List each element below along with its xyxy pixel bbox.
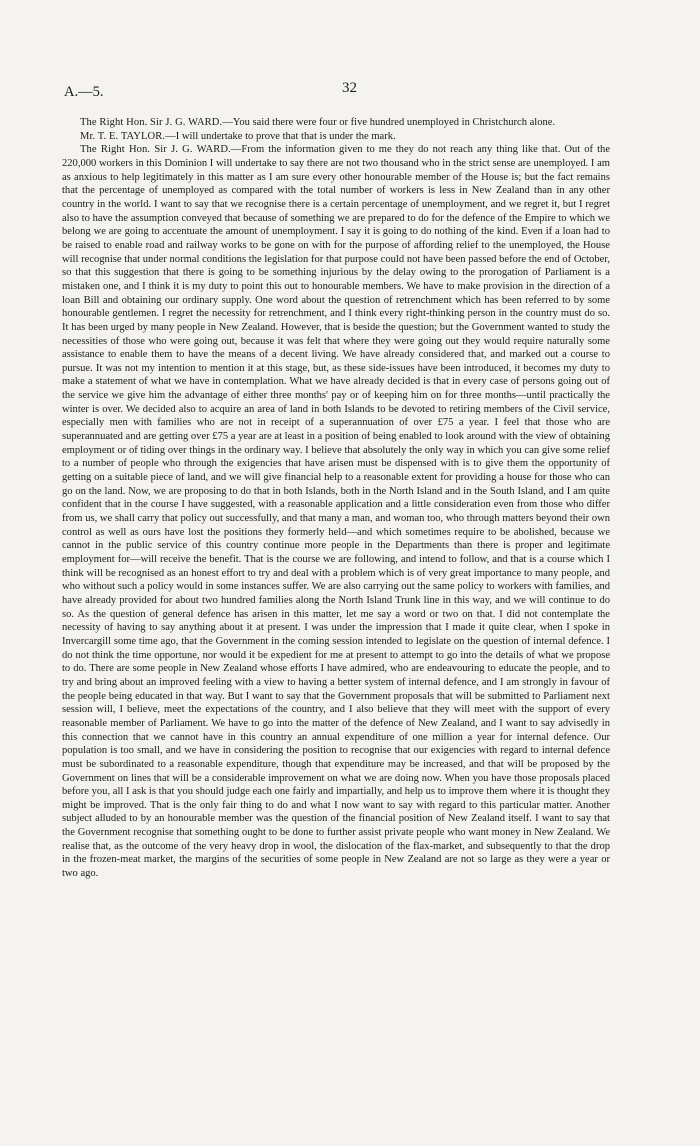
document-reference: A.—5.: [64, 84, 104, 100]
paragraph: [62, 130, 610, 144]
speaker-name: The Right Hon. Sir J. G. WARD.: [80, 117, 223, 128]
speaker-name: The Right Hon. Sir J. G. WARD.: [80, 144, 231, 156]
speaker-name: Mr. T. E. TAYLOR.: [80, 130, 166, 142]
paragraph-text: —I will undertake to prove that that is under the mark.: [165, 130, 396, 142]
page-header: [62, 80, 610, 102]
paragraph: [62, 143, 610, 880]
paragraph-text: —From the information given to me they do not reach any thing like that. Out of the 220,000 workers in this Dominion I will undertake to say there are not two thousand who in the strict sense are unemployed. I am as anxious to help legitimately in this matter as I am sure every other honourable member of the House is; but the fact remains that the percentage of unemployed as compared with the total number of workers is less in New Zealand than in any other country in the world. I want to say that we recognise there is a certain percentage of unemployment, and we regret it, but I regret also to have the assumption conveyed that because of something we are prepared to do for the defence of the Empire to which we belong we are going to accentuate the amount of unemployment. I say it is going to do nothing of the kind. Even if a loan had to be raised to enable road and railway works to be gone on with for the purpose of affording relief to the unemployed, the House will recognise that under normal conditions the legislation for that purpose could not have been passed before the end of October, so that this suggestion that there is going to be something injurious by the delay owing to the prorogation of Parliament is a mistaken one, and I think it is my duty to point this out to honourable members. We have to make provision in the direction of a loan Bill and obtaining our ordinary supply. One word about the question of retrenchment which has been referred to by some honourable gentlemen. I regret the necessity for retrenchment, and I think every right-thinking person in the country must do so. It has been urged by many people in New Zealand. However, that is beside the question; but the Government wanted to study the necessities of those who were going out, because it was felt that where they were going out they would require naturally some assistance to enable them to have the means of a decent living. We have already considered that, and marked out a course to pursue. It was not my intention to mention it at this stage, but, as these side-issues have been introduced, it becomes my duty to make a statement of what we have in contemplation. What we have already decided is that in every case of persons going out of the service we give him the advantage of either three months' pay or of keeping him on for three months—until practically the winter is over. We decided also to acquire an area of land in both Islands to be devoted to retiring members of the Civil service, especially men with families who are not in receipt of a superannuation of over £75 a year. I feel that those who are superannuated and are getting over £75 a year are at least in a position of being enabled to look around with the view of obtaining employment or of tiding over things in the ordinary way. I believe that absolutely the only way in which you can give some relief to a number of people who through the exigencies that have arisen must be dispensed with is to give them the opportunity of getting on a suitable piece of land, and we will give financial help to a reasonable extent for providing a house for those who can go on the land. Now, we are proposing to do that in both Islands, both in the North Island and in the South Island, and I am quite confident that in the course I have suggested, with a reasonable application and a little consideration even from those who differ from us, we shall carry that policy out successfully, and that many a man, and woman too, who through matters beyond their own control as well as ours have lost the positions they formerly held—and which sometimes require to be abolished, because we cannot in the public service of this country continue more people in the Departments than there is proper and legitimate employment for—will receive the benefit. That is the course we are following, and intend to follow, and that is a course which I think will be recognised as an honest effort to try and deal with a problem which is of very great importance to many people, and who without such a policy would in some instances suffer. We are also carrying out the same policy to workers with families, and have already provided for about two hundred families along the North Island Trunk line in this way, and we will continue to do so. As the question of general defence has arisen in this matter, let me say a word or two on that. I did not contemplate the necessity of having to say anything about it at present. I was under the impression that I made it quite clear, when I spoke in Invercargill some time ago, that the Government in the coming session intended to legislate on the question of internal defence. I do not think the time opportune, nor would it be expedient for me at present to attempt to go into the details of what we propose to do. There are some people in New Zealand whose efforts I have admired, who are endeavouring to educate the people, and to try and bring about an improved feeling with a view to having a better system of internal defence, and I am strongly in favour of the people being educated in that way. But I want to say that the Government proposals that will be submitted to Parliament next session will, I believe, meet the expectations of the country, and I also believe that they will meet with the support of every reasonable member of Parliament. We have to go into the matter of the defence of New Zealand, and I want to say advisedly in this connection that we cannot have in this country an annual expenditure of one million a year for internal defence. Our population is too small, and we have in considering the position to recognise that our exigencies with regard to internal defence must be subordinated to a reasonable expenditure, though that expenditure may be increased, and that will be proposed by the Government on lines that will be a considerable improvement on what we are doing now. When you have those proposals placed before you, all I ask is that you should judge each one fairly and impartially, and help us to improve them where it is thought they might be improved. That is the only fair thing to do and what I now want to say with regard to this particular matter. Another subject alluded to by an honourable member was the question of the financial position of New Zealand itself. I want to say that the Government recognise that something ought to be done to further assist private people who want money in New Zealand. We realise that, as the outcome of the very heavy drop in wool, the dislocation of the flax-market, and subsequently to that the drop in the frozen-meat market, the margins of the securities of some people in New Zealand are not so large as they were a year or two ago.: [62, 144, 611, 880]
paragraph-text: —You said there were four or five hundred unemployed in Christchurch alone.: [222, 117, 556, 128]
paragraph: [62, 116, 610, 130]
document-body: [62, 116, 610, 881]
page-number: 32: [342, 80, 357, 96]
